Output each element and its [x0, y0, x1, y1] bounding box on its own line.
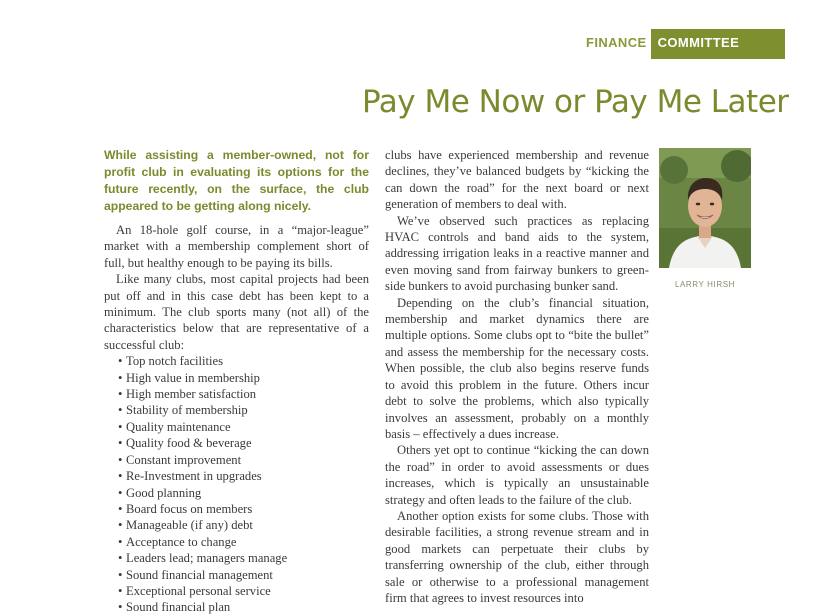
paragraph: Another option exists for some clubs. Those with desirable facilities, a strong revenue stream and in good markets can perpetuate their clubs by transferring ownership of the club, either through sale or otherwise to a professional management firm that agrees to invest resources into [385, 508, 649, 605]
list-item: • Top notch facilities [118, 353, 369, 369]
list-item: • Leaders lead; managers manage [118, 550, 369, 566]
paragraph: Depending on the club’s financial situation, membership and market dynamics there are multiple options. Some clubs opt to “bite the bullet” and assess the membership for the necessary costs. When possible, the club also begins reserve funds to avoid this problem in the future. Others incur debt to solve the problems, which also typically involves an assessment, probably on a monthly basis – effectively a dues increase. [385, 295, 649, 441]
article-column-1 [104, 147, 369, 616]
section-tag-committee: COMMITTEE [651, 29, 786, 59]
paragraph: We’ve observed such practices as replacing HVAC controls and band aids to the system, addressing irrigation leaks in a reactive manner and even moving sand from fairway bunkers to green-side bunkers to avoid purchasing bunker sand. [385, 213, 649, 294]
author-portrait-image [659, 148, 751, 268]
paragraph: Like many clubs, most capital projects had been put off and in this case debt has been kept to a minimum. The club sports many (not all) of the characteristics below that are representative of a successful club: [104, 272, 369, 352]
section-tag-finance: FINANCE [586, 35, 647, 50]
list-item: • Good planning [118, 485, 369, 501]
author-photo [659, 148, 751, 268]
paragraph: Others yet opt to continue “kicking the can down the road” in order to avoid assessments or dues increases, which is typically an unsustainable strategy and often leads to the failure of the club. [385, 443, 649, 507]
list-item: • High value in membership [118, 370, 369, 386]
list-item: • Constant improvement [118, 452, 369, 468]
paragraph: clubs have experienced membership and revenue declines, they’ve balanced budgets by “kicking the can down the road” for the next board or next generation of members to deal with. [385, 148, 649, 212]
list-item: • Acceptance to change [118, 534, 369, 550]
paragraph: An 18-hole golf course, in a “major-league” market with a membership complement short of full, but healthy enough to be paying its bills. [104, 223, 369, 270]
list-item: • Stability of membership [118, 402, 369, 418]
list-item: • Quality maintenance [118, 419, 369, 435]
article-column-2 [385, 147, 649, 606]
list-item: • Exceptional personal service [118, 583, 369, 599]
section-tag [582, 29, 785, 59]
author-caption: LARRY HIRSH [674, 280, 736, 289]
list-item: • Quality food & beverage [118, 435, 369, 451]
article-title: Pay Me Now or Pay Me Later [362, 84, 789, 120]
list-item: • Manageable (if any) debt [118, 517, 369, 533]
article-lead: While assisting a member-owned, not for profit club in evaluating its options for the future recently, on the surface, the club appeared to be getting along nicely. [104, 148, 369, 213]
list-item: • High member satisfaction [118, 386, 369, 402]
list-item: • Sound financial management [118, 567, 369, 583]
characteristics-list [104, 353, 369, 616]
list-item: • Re-Investment in upgrades [118, 468, 369, 484]
list-item: • Board focus on members [118, 501, 369, 517]
list-item: • Sound financial plan [118, 599, 369, 615]
